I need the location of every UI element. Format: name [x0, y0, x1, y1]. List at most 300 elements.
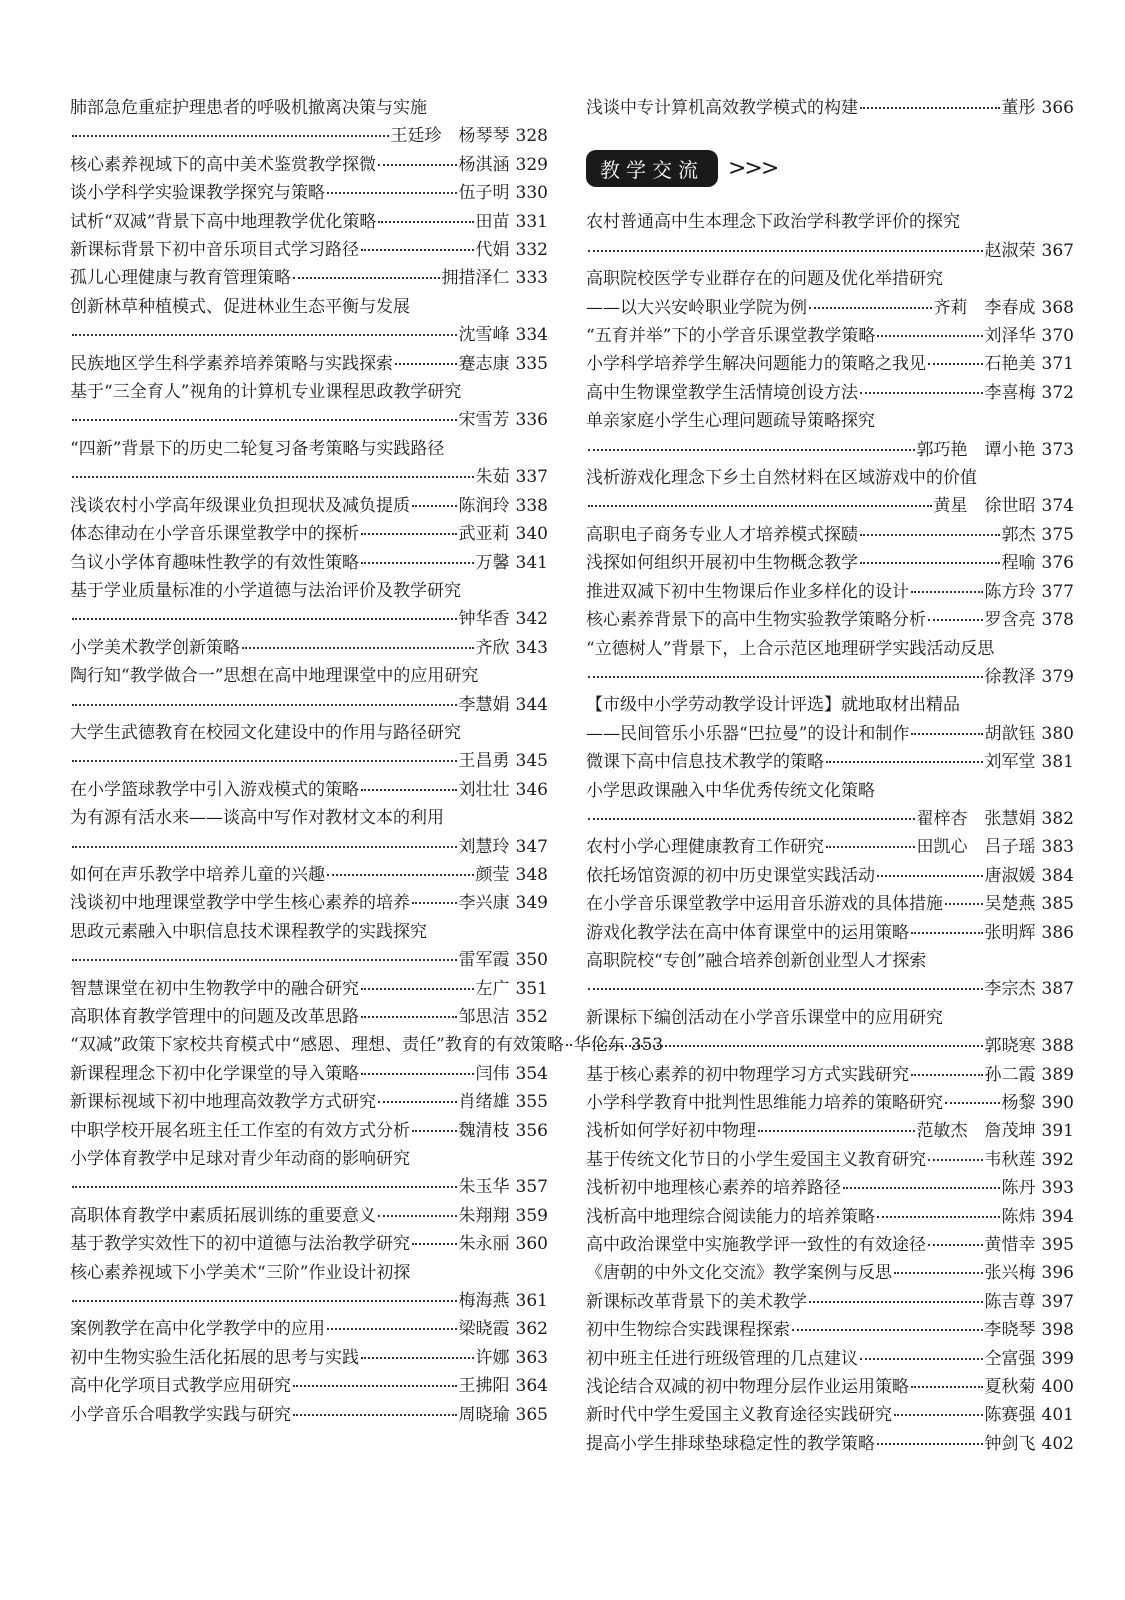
- entry-title: 浅论结合双减的初中物理分层作业运用策略: [586, 1377, 909, 1398]
- entry-title: 谈小学科学实验课教学探究与策略: [70, 183, 325, 204]
- entry-title: 孤儿心理健康与教育管理策略: [70, 268, 291, 289]
- entry-page: 335: [515, 353, 548, 374]
- toc-entry: [70, 662, 548, 719]
- toc-entry: [70, 435, 548, 492]
- toc-entry: [586, 1373, 1074, 1401]
- toc-entry: [586, 1004, 1074, 1061]
- leader-dots: [894, 1414, 983, 1416]
- entry-title: 【市级中小学劳动教学设计评选】就地取材出精品: [586, 695, 960, 716]
- leader-dots: [72, 419, 457, 421]
- leader-dots: [860, 107, 1000, 109]
- leader-dots: [378, 221, 473, 223]
- entry-author: 李宗杰: [984, 979, 1036, 1000]
- entry-page: 356: [515, 1120, 548, 1141]
- leader-dots: [843, 1187, 1000, 1189]
- leader-dots: [566, 1044, 572, 1046]
- toc-entry: [70, 1315, 548, 1343]
- entry-page: 343: [515, 637, 548, 658]
- entry-page: 373: [1041, 439, 1074, 460]
- leader-dots: [412, 902, 457, 904]
- entry-title: 农村普通高中生本理念下政治学科教学评价的探究: [586, 212, 960, 233]
- toc-entry: [586, 94, 1074, 122]
- entry-title: 微课下高中信息技术教学的策略: [586, 752, 824, 773]
- entry-author: 陈赛强: [984, 1405, 1036, 1426]
- entry-page: 397: [1041, 1291, 1074, 1312]
- entry-author: 徐教泽: [984, 666, 1036, 687]
- entry-title: 核心素养背景下的高中生物实验教学策略分析: [586, 610, 926, 631]
- entry-page: 359: [515, 1205, 548, 1226]
- entry-title: 推进双减下初中生物课后作业多样化的设计: [586, 581, 909, 602]
- toc-entry: [70, 1259, 548, 1316]
- entry-page: 352: [515, 1007, 548, 1027]
- entry-title: 高职院校医学专业群存在的问题及优化举措研究: [586, 269, 943, 290]
- leader-dots: [860, 1358, 983, 1360]
- entry-title: 小学体育教学中足球对青少年动商的影响研究: [70, 1149, 410, 1170]
- toc-entry: [586, 208, 1074, 265]
- entry-title: 小学美术教学创新策略: [70, 637, 240, 658]
- toc-entry: [70, 94, 548, 151]
- toc-entry: [70, 918, 548, 975]
- entry-author: 周晓瑜: [458, 1404, 510, 1425]
- entry-title: 大学生武德教育在校园文化建设中的作用与路径研究: [70, 722, 461, 743]
- toc-entry: [586, 748, 1074, 776]
- entry-title: 新课标背景下初中音乐项目式学习路径: [70, 240, 359, 261]
- toc-entry: [586, 1174, 1074, 1202]
- leader-dots: [928, 1244, 983, 1246]
- leader-dots: [72, 1300, 457, 1302]
- entry-title: 单亲家庭小学生心理问题疏导策略探究: [586, 411, 875, 432]
- entry-title: 浅析初中地理核心素养的培养路径: [586, 1178, 841, 1199]
- toc-entry: [70, 1401, 548, 1429]
- entry-author: 刘军堂: [984, 752, 1036, 773]
- entry-page: 395: [1041, 1235, 1074, 1256]
- toc-entry: [70, 861, 548, 889]
- entry-author: 孙二霞: [984, 1064, 1036, 1085]
- toc-entry: [586, 521, 1074, 549]
- leader-dots: [945, 903, 983, 905]
- entry-page: 378: [1041, 610, 1074, 631]
- entry-page: 370: [1041, 326, 1074, 347]
- entry-title: “四新”背景下的历史二轮复习备考策略与实践路径: [70, 438, 445, 459]
- entry-title: “五育并举”下的小学音乐课堂教学策略: [586, 326, 876, 347]
- entry-author: 刘泽华: [984, 326, 1036, 347]
- leader-dots: [860, 562, 1000, 564]
- entry-author: 罗含亮: [984, 610, 1036, 631]
- entry-author: 杨黎: [1001, 1093, 1036, 1113]
- entry-author: 代娟: [475, 240, 510, 261]
- entry-title: 新课标视域下初中地理高效教学方式研究: [70, 1092, 376, 1113]
- toc-entry: [70, 151, 548, 179]
- entry-page: 342: [515, 609, 548, 630]
- entry-author: 张兴梅: [984, 1263, 1036, 1284]
- leader-dots: [588, 505, 932, 507]
- entry-author: 田苗: [475, 211, 510, 232]
- toc-entry: [586, 1117, 1074, 1145]
- entry-title: 如何在声乐教学中培养儿童的兴趣: [70, 864, 325, 885]
- entry-title: 思政元素融入中职信息技术课程教学的实践探究: [70, 921, 427, 942]
- entry-title: 《唐朝的中外文化交流》教学案例与反思: [586, 1263, 892, 1284]
- entry-page: 365: [515, 1404, 548, 1425]
- leader-dots: [877, 1216, 1000, 1218]
- toc-entry: [586, 1259, 1074, 1287]
- entry-page: 367: [1041, 240, 1074, 261]
- entry-page: 393: [1041, 1178, 1074, 1199]
- entry-page: 346: [515, 779, 548, 800]
- entry-author: 陈丹: [1001, 1178, 1036, 1199]
- entry-title: 浅谈初中地理课堂教学中学生核心素养的培养: [70, 893, 410, 914]
- entry-title: ——以大兴安岭职业学院为例: [586, 297, 807, 318]
- entry-page: 355: [515, 1092, 548, 1113]
- entry-title: 高职体育教学中素质拓展训练的重要意义: [70, 1205, 376, 1226]
- entry-title: 核心素养视域下的高中美术鉴赏教学探微: [70, 154, 376, 175]
- entry-page: 348: [515, 864, 548, 885]
- entry-page: 330: [515, 183, 548, 204]
- entry-title: 在小学音乐课堂教学中运用音乐游戏的具体措施: [586, 894, 943, 915]
- leader-dots: [826, 761, 983, 763]
- leader-dots: [72, 959, 457, 961]
- leader-dots: [911, 733, 982, 735]
- entry-title: 提高小学生排球垫球稳定性的教学策略: [586, 1433, 875, 1454]
- entry-author: 钟华香: [458, 609, 510, 630]
- right-column: [586, 94, 1074, 1458]
- leader-dots: [412, 1243, 457, 1245]
- toc-entry: [586, 777, 1074, 834]
- entry-author: 程喻: [1001, 553, 1036, 574]
- entry-title: “双减”政策下家校共育模式中“感恩、理想、责任”教育的有效策略: [70, 1035, 564, 1056]
- leader-dots: [361, 1357, 474, 1359]
- leader-dots: [809, 307, 932, 309]
- toc-entry: [586, 1203, 1074, 1231]
- entry-title: 肺部急危重症护理患者的呼吸机撤离决策与实施: [70, 98, 427, 118]
- leader-dots: [588, 988, 983, 990]
- entry-page: 338: [515, 495, 548, 516]
- toc-entry: [586, 1345, 1074, 1373]
- entry-author: 郭巧艳 谭小艳: [916, 439, 1036, 460]
- entry-page: 391: [1041, 1121, 1074, 1142]
- entry-title: 小学科学教育中批判性思维能力培养的策略研究: [586, 1093, 943, 1113]
- toc-entry: [70, 179, 548, 207]
- entry-title: 陶行知“教学做合一”思想在高中地理课堂中的应用研究: [70, 666, 479, 687]
- entry-title: 中职学校开展名班主任工作室的有效方式分析: [70, 1120, 410, 1141]
- toc-entry: [70, 264, 548, 292]
- toc-entry: [70, 1230, 548, 1258]
- entry-author: 吴楚燕: [984, 894, 1036, 915]
- toc-entry: [70, 1202, 548, 1230]
- entry-page: 349: [515, 893, 548, 914]
- toc-entry: [586, 1401, 1074, 1429]
- entry-page: 400: [1041, 1377, 1074, 1398]
- leader-dots: [860, 392, 983, 394]
- toc-entry: [586, 691, 1074, 719]
- leader-dots: [72, 704, 457, 706]
- toc-entry: [586, 379, 1074, 407]
- entry-page: 336: [515, 410, 548, 431]
- entry-author: 陈方玲: [984, 581, 1036, 602]
- entry-author: 朱茹: [475, 467, 510, 488]
- entry-title: 小学科学培养学生解决问题能力的策略之我见: [586, 354, 926, 375]
- entry-page: 329: [515, 154, 548, 175]
- toc-entry: [70, 804, 548, 861]
- leader-dots: [911, 932, 983, 934]
- entry-title: 初中生物实验生活化拓展的思考与实践: [70, 1347, 359, 1368]
- entry-page: 368: [1041, 297, 1074, 318]
- toc-entry: [586, 1430, 1074, 1458]
- leader-dots: [361, 533, 457, 535]
- entry-title: 浅析游戏化理念下乡土自然材料在区域游戏中的价值: [586, 468, 977, 489]
- entry-page: 389: [1041, 1064, 1074, 1085]
- toc-entry: [70, 208, 548, 236]
- entry-author: 齐欣: [475, 637, 510, 658]
- leader-dots: [395, 363, 457, 365]
- toc-entry: [586, 549, 1074, 577]
- entry-title: ——民间管乐小乐器“巴拉曼”的设计和制作: [586, 723, 910, 744]
- leader-dots: [877, 335, 982, 337]
- entry-author: 李慧娟: [458, 694, 510, 715]
- leader-dots: [928, 363, 983, 365]
- leader-dots: [378, 164, 457, 166]
- leader-dots: [860, 534, 1000, 536]
- entry-page: 398: [1041, 1320, 1074, 1341]
- entry-author: 齐莉 李春成: [933, 297, 1036, 318]
- toc-entry: [70, 889, 548, 917]
- entry-author: 朱翔翔: [458, 1205, 510, 1226]
- entry-page: 374: [1041, 496, 1074, 517]
- entry-author: 左广: [475, 978, 510, 999]
- leader-dots: [809, 1301, 983, 1303]
- entry-title: 基于教学实效性下的初中道德与法治教学研究: [70, 1234, 410, 1255]
- entry-author: 黄星 徐世昭: [933, 496, 1036, 517]
- entry-page: 372: [1041, 382, 1074, 403]
- entry-author: 拥措泽仁: [441, 268, 510, 289]
- leader-dots: [293, 1414, 457, 1416]
- toc-entry: [70, 1031, 664, 1059]
- leader-dots: [588, 818, 915, 820]
- toc-entry: [586, 322, 1074, 350]
- leader-dots: [588, 676, 983, 678]
- entry-author: 翟梓杏 张慧娟: [916, 808, 1036, 829]
- leader-dots: [361, 1073, 474, 1075]
- entry-page: 360: [515, 1234, 548, 1255]
- entry-author: 梅海燕: [458, 1291, 510, 1312]
- toc-entry: [70, 293, 548, 350]
- entry-page: 337: [515, 467, 548, 488]
- entry-page: 350: [515, 950, 548, 971]
- entry-page: 401: [1041, 1405, 1074, 1426]
- entry-page: 361: [515, 1291, 548, 1312]
- entry-author: 朱玉华: [458, 1177, 510, 1198]
- entry-page: 390: [1041, 1093, 1074, 1113]
- entry-page: 380: [1041, 723, 1074, 744]
- entry-page: 377: [1041, 581, 1074, 602]
- entry-author: 董彤: [1001, 98, 1036, 118]
- toc-entry: [70, 378, 548, 435]
- toc-entry: [70, 1117, 548, 1145]
- entry-page: 402: [1041, 1433, 1074, 1454]
- entry-author: 雷军霞: [458, 950, 510, 971]
- entry-title: 依托场馆资源的初中历史课堂实践活动: [586, 865, 875, 886]
- leader-dots: [72, 618, 457, 620]
- entry-page: 345: [515, 751, 548, 772]
- toc-entry: [586, 578, 1074, 606]
- entry-title: 试析“双减”背景下高中地理教学优化策略: [70, 211, 377, 232]
- entry-title: 小学思政课融入中华优秀传统文化策略: [586, 780, 875, 801]
- entry-title: 基于“三全育人”视角的计算机专业课程思政教学研究: [70, 382, 462, 403]
- entry-author: 韦秋莲: [984, 1149, 1036, 1170]
- entry-author: 胡歆钰: [984, 723, 1036, 744]
- entry-title: 基于学业质量标准的小学道德与法治评价及教学研究: [70, 580, 461, 601]
- toc-entry: [586, 1316, 1074, 1344]
- leader-dots: [877, 875, 983, 877]
- leader-dots: [72, 1186, 457, 1188]
- entry-page: 353: [630, 1035, 664, 1056]
- entry-title: 新时代中学生爱国主义教育途径实践研究: [586, 1405, 892, 1426]
- entry-author: 万馨: [475, 552, 510, 573]
- leader-dots: [928, 1159, 983, 1161]
- leader-dots: [412, 505, 457, 507]
- leader-dots: [877, 1443, 983, 1445]
- entry-author: 田凯心 吕子瑶: [916, 837, 1036, 858]
- toc-entry: [70, 520, 548, 548]
- entry-page: 362: [515, 1319, 548, 1340]
- entry-title: 基于传统文化节日的小学生爱国主义教育研究: [586, 1149, 926, 1170]
- leader-dots: [588, 1045, 983, 1047]
- toc-entry: [70, 577, 548, 634]
- leader-dots: [758, 1130, 915, 1132]
- toc-entry: [70, 1344, 548, 1372]
- entry-author: 陈润玲: [458, 495, 510, 516]
- entry-title: 民族地区学生科学素养培养策略与实践探索: [70, 353, 393, 374]
- toc-entry: [586, 1288, 1074, 1316]
- toc-entry: [70, 1003, 548, 1031]
- leader-dots: [792, 1329, 983, 1331]
- toc-entry: [586, 294, 1074, 322]
- entry-author: 钟剑飞: [984, 1433, 1036, 1454]
- section-header: [586, 148, 1074, 188]
- leader-dots: [378, 1215, 457, 1217]
- entry-author: 伍子明: [458, 183, 510, 204]
- leader-dots: [361, 562, 474, 564]
- entry-author: 梁晓霞: [458, 1319, 510, 1340]
- toc-entry: [70, 1145, 548, 1202]
- entry-title: 游戏化教学法在高中体育课堂中的运用策略: [586, 922, 909, 943]
- toc-entry: [70, 1372, 548, 1400]
- entry-author: 夏秋菊: [984, 1377, 1036, 1398]
- entry-author: 杨淇涵: [458, 154, 510, 175]
- leader-dots: [361, 988, 474, 990]
- entry-author: 武亚莉: [458, 524, 510, 545]
- entry-title: 在小学篮球教学中引入游戏模式的策略: [70, 779, 359, 800]
- toc-entry: [586, 862, 1074, 890]
- toc-entry: [586, 407, 1074, 464]
- toc-entry: [586, 1146, 1074, 1174]
- entry-title: 刍议小学体育趣味性教学的有效性策略: [70, 552, 359, 573]
- entry-author: 许娜: [475, 1347, 510, 1368]
- entry-title: 新课标改革背景下的美术教学: [586, 1291, 807, 1312]
- toc-entry: [586, 1061, 1074, 1089]
- entry-author: 李兴康: [458, 893, 510, 914]
- entry-page: 331: [515, 211, 548, 232]
- entry-page: 334: [515, 325, 548, 346]
- toc-entry: [586, 833, 1074, 861]
- toc-entry: [586, 1089, 1074, 1117]
- entry-title: 浅析如何学好初中物理: [586, 1121, 756, 1142]
- toc-entry: [70, 549, 548, 577]
- entry-page: 386: [1041, 922, 1074, 943]
- entry-author: 范敏杰 詹茂坤: [916, 1121, 1036, 1142]
- entry-page: 396: [1041, 1263, 1074, 1284]
- entry-title: 初中生物综合实践课程探索: [586, 1320, 790, 1341]
- entry-author: 刘慧玲: [458, 836, 510, 857]
- entry-title: 高中生物课堂教学生活情境创设方法: [586, 382, 858, 403]
- toc-entry: [586, 606, 1074, 634]
- entry-page: 385: [1041, 894, 1074, 915]
- entry-page: 332: [515, 240, 548, 261]
- leader-dots: [911, 591, 983, 593]
- entry-author: 朱永丽: [458, 1234, 510, 1255]
- leader-dots: [928, 619, 983, 621]
- entry-author: 邹思洁: [458, 1007, 510, 1027]
- entry-page: 399: [1041, 1348, 1074, 1369]
- entry-author: 沈雪峰: [458, 325, 510, 346]
- entry-title: 高职电子商务专业人才培养模式探赜: [586, 524, 858, 545]
- leader-dots: [72, 476, 474, 478]
- entry-page: 383: [1041, 837, 1074, 858]
- entry-title: 高中政治课堂中实施教学评一致性的有效途径: [586, 1235, 926, 1256]
- leader-dots: [894, 1272, 983, 1274]
- entry-page: 347: [515, 836, 548, 857]
- toc-entry: [586, 919, 1074, 947]
- entry-author: 王廷珍 杨琴琴: [390, 126, 510, 147]
- leader-dots: [361, 789, 457, 791]
- entry-page: 379: [1041, 666, 1074, 687]
- leader-dots: [911, 1074, 983, 1076]
- toc-entry: [70, 1088, 548, 1116]
- entry-author: 张明辉: [984, 922, 1036, 943]
- toc-entry: [70, 492, 548, 520]
- entry-author: 刘壮壮: [458, 779, 510, 800]
- entry-author: 宋雪芳: [458, 410, 510, 431]
- entry-author: 郭杰: [1001, 524, 1036, 545]
- entry-title: 初中班主任进行班级管理的几点建议: [586, 1348, 858, 1369]
- entry-author: 肖绪雄: [458, 1092, 510, 1113]
- entry-author: 郭晓寒: [984, 1036, 1036, 1057]
- entry-title: 为有源有活水来——谈高中写作对教材文本的利用: [70, 808, 444, 829]
- entry-title: 高职体育教学管理中的问题及改革思路: [70, 1007, 359, 1027]
- toc-entry: [70, 350, 548, 378]
- toc-entry: [70, 236, 548, 264]
- entry-page: 394: [1041, 1206, 1074, 1227]
- entry-author: 华伦东: [573, 1035, 625, 1056]
- entry-page: 375: [1041, 524, 1074, 545]
- toc-entry: [586, 635, 1074, 692]
- entry-page: 328: [515, 126, 548, 147]
- leader-dots: [72, 760, 457, 762]
- entry-page: 381: [1041, 752, 1074, 773]
- entry-page: 363: [515, 1347, 548, 1368]
- entry-title: 农村小学心理健康教育工作研究: [586, 837, 824, 858]
- entry-author: 王拂阳: [458, 1376, 510, 1397]
- leader-dots: [327, 874, 474, 876]
- entry-author: 仝富强: [984, 1348, 1036, 1369]
- toc-entry: [586, 464, 1074, 521]
- leader-dots: [327, 192, 457, 194]
- leader-dots: [378, 1101, 457, 1103]
- leader-dots: [72, 334, 457, 336]
- toc-entry: [586, 720, 1074, 748]
- entry-title: 浅探如何组织开展初中生物概念教学: [586, 553, 858, 574]
- toc-entry: [586, 947, 1074, 1004]
- entry-title: 案例教学在高中化学教学中的应用: [70, 1319, 325, 1340]
